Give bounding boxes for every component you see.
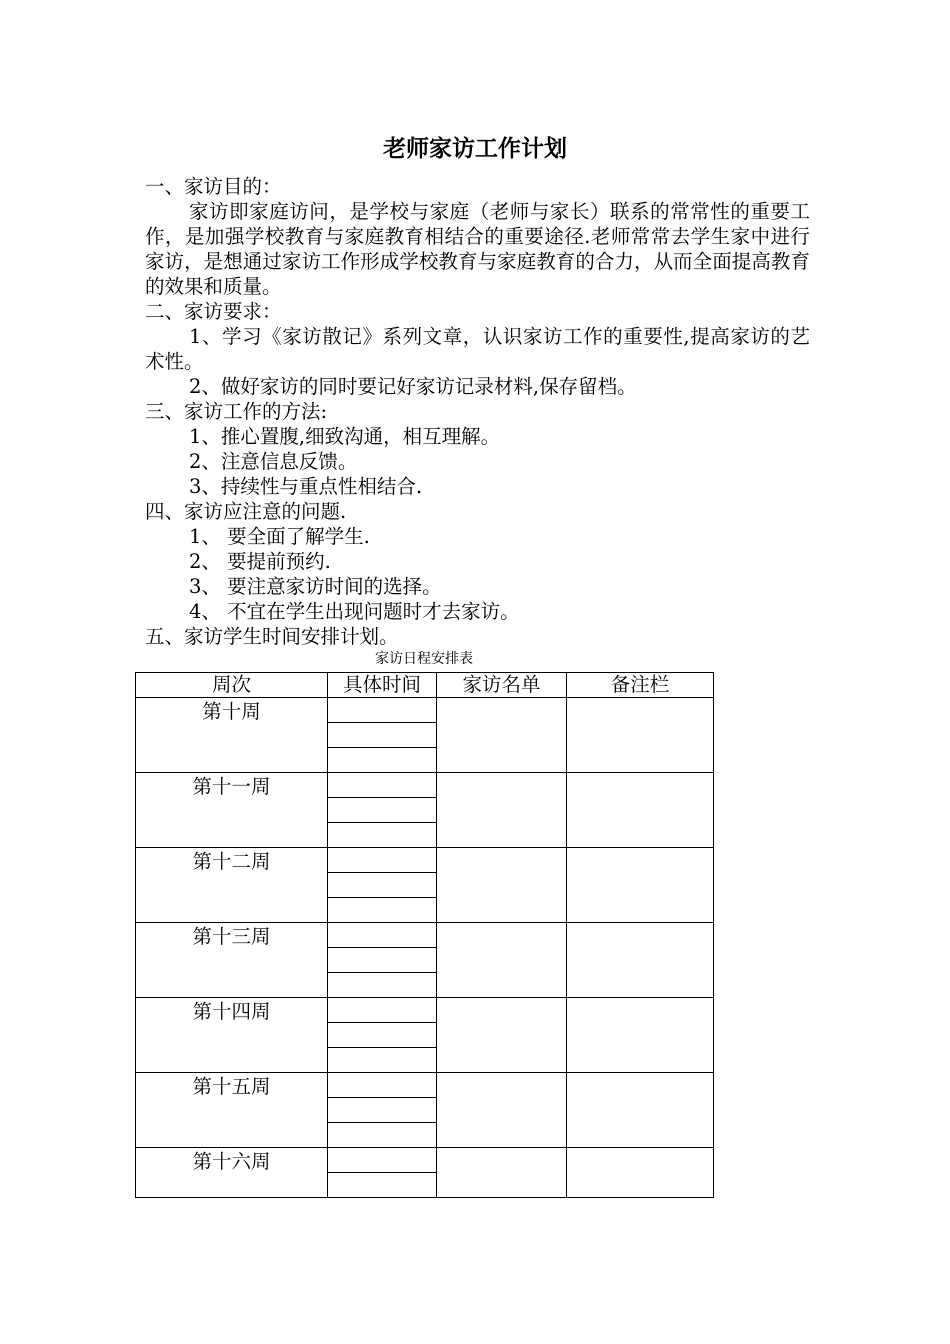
time-slot-cell: [328, 973, 437, 998]
table-row: [136, 998, 714, 1023]
week-cell: 第十五周: [136, 1073, 328, 1148]
remarks-cell: [567, 698, 714, 773]
body-paragraph: 2、做好家访的同时要记好家访记录材料,保存留档。: [189, 375, 637, 398]
visit-list-cell: [437, 848, 567, 923]
remarks-cell: [567, 1148, 714, 1198]
time-slot-cell: [328, 998, 437, 1023]
section-heading: 三、家访工作的方法:: [145, 400, 328, 423]
table-header-row: [136, 673, 714, 698]
time-slot-cell: [328, 723, 437, 748]
week-cell: 第十六周: [136, 1148, 328, 1198]
time-slot-cell: [328, 1123, 437, 1148]
time-slot-cell: [328, 1148, 437, 1173]
body-paragraph: 2、 要提前预约.: [189, 550, 331, 573]
table-row: [136, 1148, 714, 1173]
table-row: [136, 1073, 714, 1098]
section-heading: 二、家访要求：: [145, 300, 282, 323]
remarks-cell: [567, 998, 714, 1073]
header-week: 周次: [136, 673, 328, 698]
time-slot-cell: [328, 773, 437, 798]
body-paragraph: 1、学习《家访散记》系列文章，认识家访工作的重要性,提高家访的艺术性。: [145, 325, 810, 373]
week-cell: 第十三周: [136, 923, 328, 998]
visit-list-cell: [437, 923, 567, 998]
visit-list-cell: [437, 998, 567, 1073]
time-slot-cell: [328, 798, 437, 823]
remarks-cell: [567, 848, 714, 923]
time-slot-cell: [328, 1073, 437, 1098]
table-row: [136, 773, 714, 798]
visit-list-cell: [437, 1148, 567, 1198]
time-slot-cell: [328, 948, 437, 973]
time-slot-cell: [328, 1023, 437, 1048]
section-heading: 四、家访应注意的问题.: [145, 500, 347, 523]
section-heading: 一、家访目的：: [145, 175, 282, 198]
week-cell: 第十一周: [136, 773, 328, 848]
header-time: 具体时间: [328, 673, 437, 698]
time-slot-cell: [328, 823, 437, 848]
body-paragraph: 3、持续性与重点性相结合.: [189, 475, 423, 498]
time-slot-cell: [328, 898, 437, 923]
document-title: 老师家访工作计划: [383, 135, 567, 162]
document-body: [145, 174, 810, 649]
section-heading: 五、家访学生时间安排计划。: [145, 625, 399, 648]
table-row: [136, 698, 714, 723]
time-slot-cell: [328, 748, 437, 773]
remarks-cell: [567, 1073, 714, 1148]
body-paragraph: 4、 不宜在学生出现问题时才去家访。: [189, 600, 520, 623]
week-cell: 第十四周: [136, 998, 328, 1073]
time-slot-cell: [328, 1098, 437, 1123]
visit-list-cell: [437, 1073, 567, 1148]
table-row: [136, 923, 714, 948]
week-cell: 第十二周: [136, 848, 328, 923]
remarks-cell: [567, 923, 714, 998]
time-slot-cell: [328, 923, 437, 948]
body-paragraph: 3、 要注意家访时间的选择。: [189, 575, 442, 598]
time-slot-cell: [328, 698, 437, 723]
header-remarks: 备注栏: [567, 673, 714, 698]
visit-list-cell: [437, 773, 567, 848]
body-paragraph: 1、推心置腹,细致沟通，相互理解。: [189, 425, 501, 448]
time-slot-cell: [328, 1173, 437, 1198]
table-caption: 家访日程安排表: [375, 651, 473, 667]
remarks-cell: [567, 773, 714, 848]
schedule-table: [135, 672, 714, 1198]
body-paragraph: 1、 要全面了解学生.: [189, 525, 370, 548]
week-cell: 第十周: [136, 698, 328, 773]
time-slot-cell: [328, 848, 437, 873]
table-row: [136, 848, 714, 873]
body-paragraph: 2、注意信息反馈。: [189, 450, 358, 473]
header-visit-list: 家访名单: [437, 673, 567, 698]
visit-list-cell: [437, 698, 567, 773]
time-slot-cell: [328, 1048, 437, 1073]
body-paragraph: 家访即家庭访问，是学校与家庭（老师与家长）联系的常常性的重要工作，是加强学校教育与家庭教育相结合的重要途径.老师常常去学生家中进行家访，是想通过家访工作形成学校教育与家庭教育的合力，从而全面提高教育的效果和质量。: [145, 200, 810, 298]
time-slot-cell: [328, 873, 437, 898]
